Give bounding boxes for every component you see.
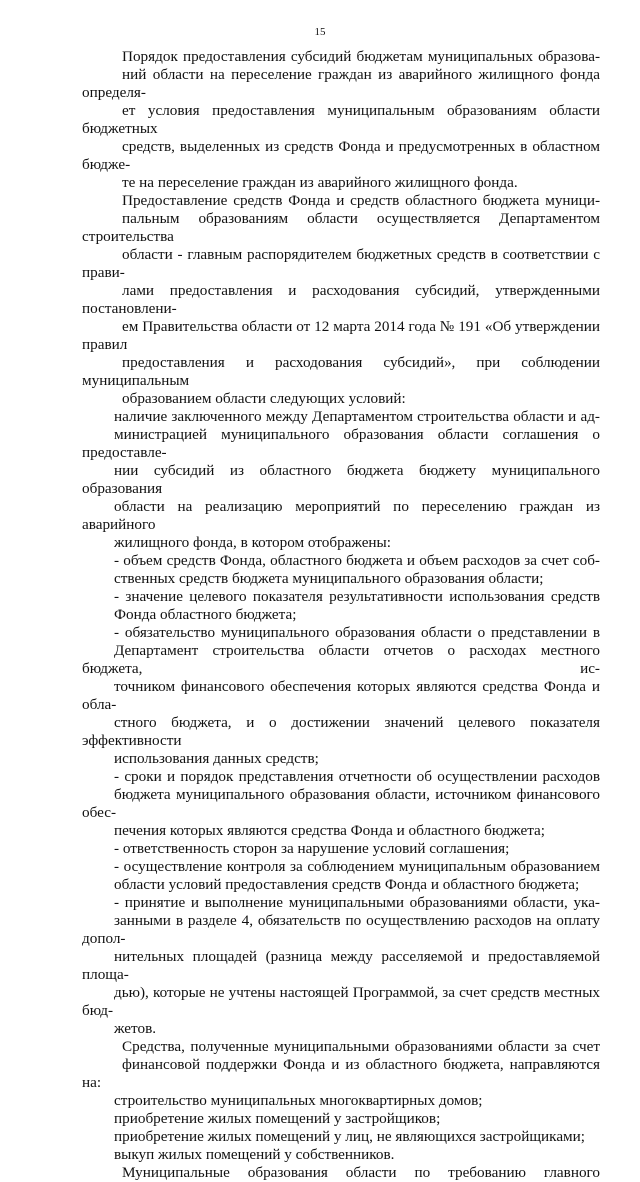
paragraph [82,1038,600,1092]
paragraph [82,48,600,192]
paragraph [82,588,600,624]
text-line: бюджета муниципального образования области, источником финансового обес- [82,786,600,821]
page-number: 15 [314,26,326,38]
text-line: - объем средств Фонда, областного бюджета и объем расходов за счет соб- [114,552,600,569]
paragraph [82,858,600,894]
text-line: печения которых являются средства Фонда и областного бюджета; [114,822,545,839]
text-line: Департамент строительства области отчетов о расходах местного бюджета, ис- [82,642,600,677]
text-line: области на реализацию мероприятий по переселению граждан из аварийного [82,498,600,533]
text-line: - ответственность сторон за нарушение условий соглашения; [114,840,510,857]
text-line: нии субсидий из областного бюджета бюджету муниципального образования [82,462,600,497]
text-line: Порядок предоставления субсидий бюджетам муниципальных образова- [122,48,600,65]
text-line: приобретение жилых помещений у застройщиков; [114,1110,441,1127]
text-line: Фонда областного бюджета; [114,606,297,623]
paragraph [82,1128,600,1146]
text-line: стного бюджета, и о достижении значений целевого показателя эффективности [82,714,600,749]
text-line: средств, выделенных из средств Фонда и предусмотренных в областном бюдже- [82,138,600,173]
text-line: - обязательство муниципального образования области о представлении в [114,624,600,641]
text-line: образованием области следующих условий: [122,390,406,407]
text-line: области - главным распорядителем бюджетных средств в соответствии с прави- [82,246,600,281]
text-line: Муниципальные образования области по требованию главного [122,1164,600,1181]
text-line: - осуществление контроля за соблюдением муниципальным образованием [114,858,600,875]
paragraph [82,1164,600,1182]
text-line: занными в разделе 4, обязательств по осуществлению расходов на оплату допол- [82,912,600,947]
text-line: лами предоставления и расходования субсидий, утвержденными постановлени- [82,282,600,317]
text-line: Средства, полученные муниципальными образованиями области за счет [122,1038,600,1055]
paragraph [82,624,600,768]
paragraph [82,894,600,1038]
text-line: - значение целевого показателя результативности использования средств [114,588,600,605]
paragraph [82,768,600,840]
text-line: - принятие и выполнение муниципальными образованиями области, ука- [114,894,600,911]
paragraph [82,840,600,858]
text-line: нительных площадей (разница между расселяемой и предоставляемой площа- [82,948,600,983]
text-line: ет условия предоставления муниципальным образованиям области бюджетных [82,102,600,137]
text-line: Предоставление средств Фонда и средств областного бюджета муници- [122,192,600,209]
text-line: строительство муниципальных многоквартирных домов; [114,1092,483,1109]
text-line: ем Правительства области от 12 марта 2014 года № 191 «Об утверждении правил [82,318,600,353]
text-line: жетов. [114,1020,157,1037]
text-line: наличие заключенного между Департаментом строительства области и ад- [114,408,600,425]
paragraph [82,552,600,588]
paragraph [82,1092,600,1110]
text-line: предоставления и расходования субсидий», при соблюдении муниципальным [82,354,600,389]
text-line: - сроки и порядок представления отчетности об осуществлении расходов [114,768,600,785]
document-body [82,48,600,1182]
text-line: те на переселение граждан из аварийного жилищного фонда. [122,174,518,191]
text-line: ний области на переселение граждан из аварийного жилищного фонда определя- [82,66,600,101]
text-line: жилищного фонда, в котором отображены: [114,534,391,551]
text-line: выкуп жилых помещений у собственников. [114,1146,395,1163]
text-line: использования данных средств; [114,750,319,767]
text-line: точником финансового обеспечения которых являются средства Фонда и обла- [82,678,600,713]
paragraph [82,192,600,408]
paragraph [82,1146,600,1164]
text-line: области условий предоставления средств Фонда и областного бюджета; [114,876,580,893]
paragraph [82,408,600,552]
text-line: министрацией муниципального образования области соглашения о предоставле- [82,426,600,461]
paragraph [82,1110,600,1128]
text-line: приобретение жилых помещений у лиц, не являющихся застройщиками; [114,1128,586,1145]
text-line: пальным образованиям области осуществляется Департаментом строительства [82,210,600,245]
text-line: ственных средств бюджета муниципального образования области; [114,570,544,587]
text-line: финансовой поддержки Фонда и из областного бюджета, направляются на: [82,1056,600,1091]
text-line: дью), которые не учтены настоящей Программой, за счет средств местных бюд- [82,984,600,1019]
